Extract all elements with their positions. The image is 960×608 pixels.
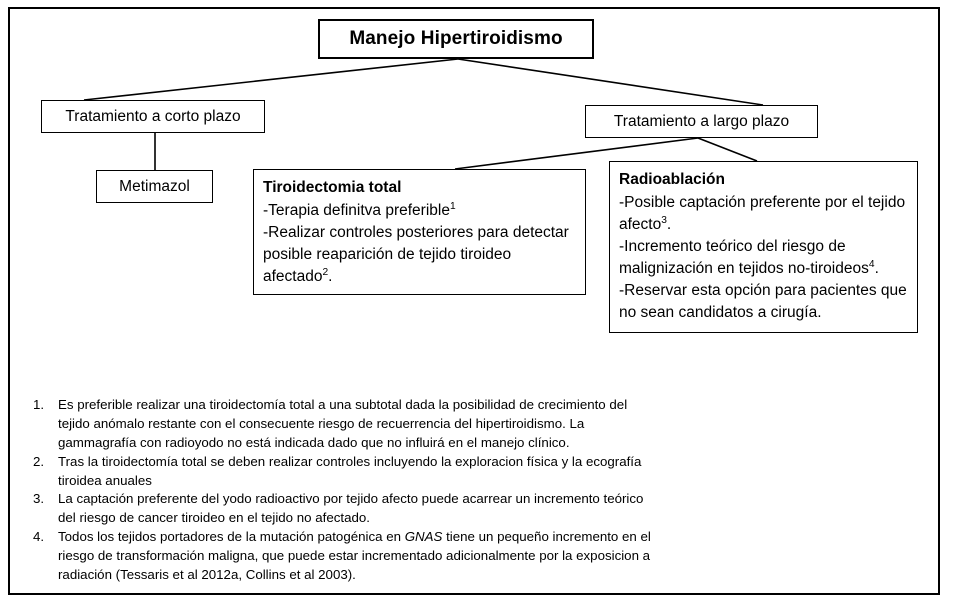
footnote-item [27,453,927,491]
radioablation-bullet-2-ref: 4 [868,258,875,270]
radioablation-bullet-2 [619,236,908,280]
thyroidectomy-bullet-2-text: -Realizar controles posteriores para detectar posible reaparición de tejido tiroideo afectado [263,224,569,285]
radioablation-heading: Radioablación [619,171,725,188]
footnote-number: 1. [33,397,45,412]
connector-title-to-long-term [458,59,763,105]
radioablation-bullet-2-period: . [874,260,879,277]
footnote-text [58,396,658,453]
thyroidectomy-bullet-1-ref: 1 [449,200,456,212]
radioablation-bullet-1-period: . [666,216,672,233]
node-tratamiento-largo-plazo [585,105,818,138]
thyroidectomy-heading: Tiroidectomia total [263,179,402,196]
footnote-list [27,396,927,585]
node-long-term-label: Tratamiento a largo plazo [613,112,790,130]
footnote-text [58,453,658,491]
radioablation-bullet-1-ref: 3 [661,214,667,226]
node-title-label: Manejo Hipertiroidismo [349,28,563,49]
footnote-gene-symbol: GNAS [404,529,443,545]
footnote-text-part-b: tiene un pequeño incremento en el riesgo de transformación maligna, que puede estar incrementado adicionalmente por la exposicion a radiación (Tessaris et al 2012a, Collins et al 2003). [58,529,651,582]
footnote-text-part-a: La captación preferente del yodo radioactivo por tejido afecto puede acarrear un incremento teórico del riesgo de cancer tiroideo en el tejido no afectado. [58,491,644,526]
footnote-item [27,490,927,528]
radioablation-bullet-2-text: -Incremento teórico del riesgo de malignización en tejidos no-tiroideos [619,238,869,277]
thyroidectomy-bullet-1-text: -Terapia definitva preferible [263,202,450,219]
footnote-text [58,490,658,528]
thyroidectomy-bullet-2 [263,222,576,288]
footnote-text [58,528,658,585]
node-manejo-hipertiroidismo [318,19,594,59]
node-radioablacion [609,161,918,333]
node-tratamiento-corto-plazo [41,100,265,133]
thyroidectomy-bullet-2-ref: 2 [322,266,329,278]
footnote-text-part-a: Tras la tiroidectomía total se deben realizar controles incluyendo la exploracion física y la ecografía tiroidea anuales [58,453,642,488]
thyroidectomy-bullet-2-period: . [328,268,333,285]
footnote-number: 4. [33,529,45,545]
node-metimazol-label: Metimazol [119,177,190,195]
footnote-number: 2. [33,453,45,469]
node-metimazol [96,170,213,203]
node-short-term-label: Tratamiento a corto plazo [65,107,241,125]
radioablation-bullet-3: -Reservar esta opción para pacientes que no sean candidatos a cirugía. [619,282,907,321]
footnote-number: 3. [33,491,45,507]
footnote-item [27,528,927,585]
radioablation-bullet-1 [619,192,908,236]
connector-title-to-short-term [84,59,458,100]
radioablation-bullet-1-text: -Posible captación preferente por el tejido afecto [619,194,906,233]
footnote-item [27,396,927,453]
node-tiroidectomia-total [253,169,586,295]
footnote-text-part-a: Todos los tejidos portadores de la mutación patogénica en [58,529,405,545]
footnote-text-part-a: Es preferible realizar una tiroidectomía total a una subtotal dada la posibilidad de crecimiento del tejido anómalo restante con el consecuente riesgo de recuerrencia del hipertiroidismo. La gammagrafía con radioyodo no está indicada dado que no influirá en el manejo clínico. [58,397,628,450]
thyroidectomy-bullet-1 [263,200,576,222]
connector-long-term-to-radioablation [698,138,757,161]
